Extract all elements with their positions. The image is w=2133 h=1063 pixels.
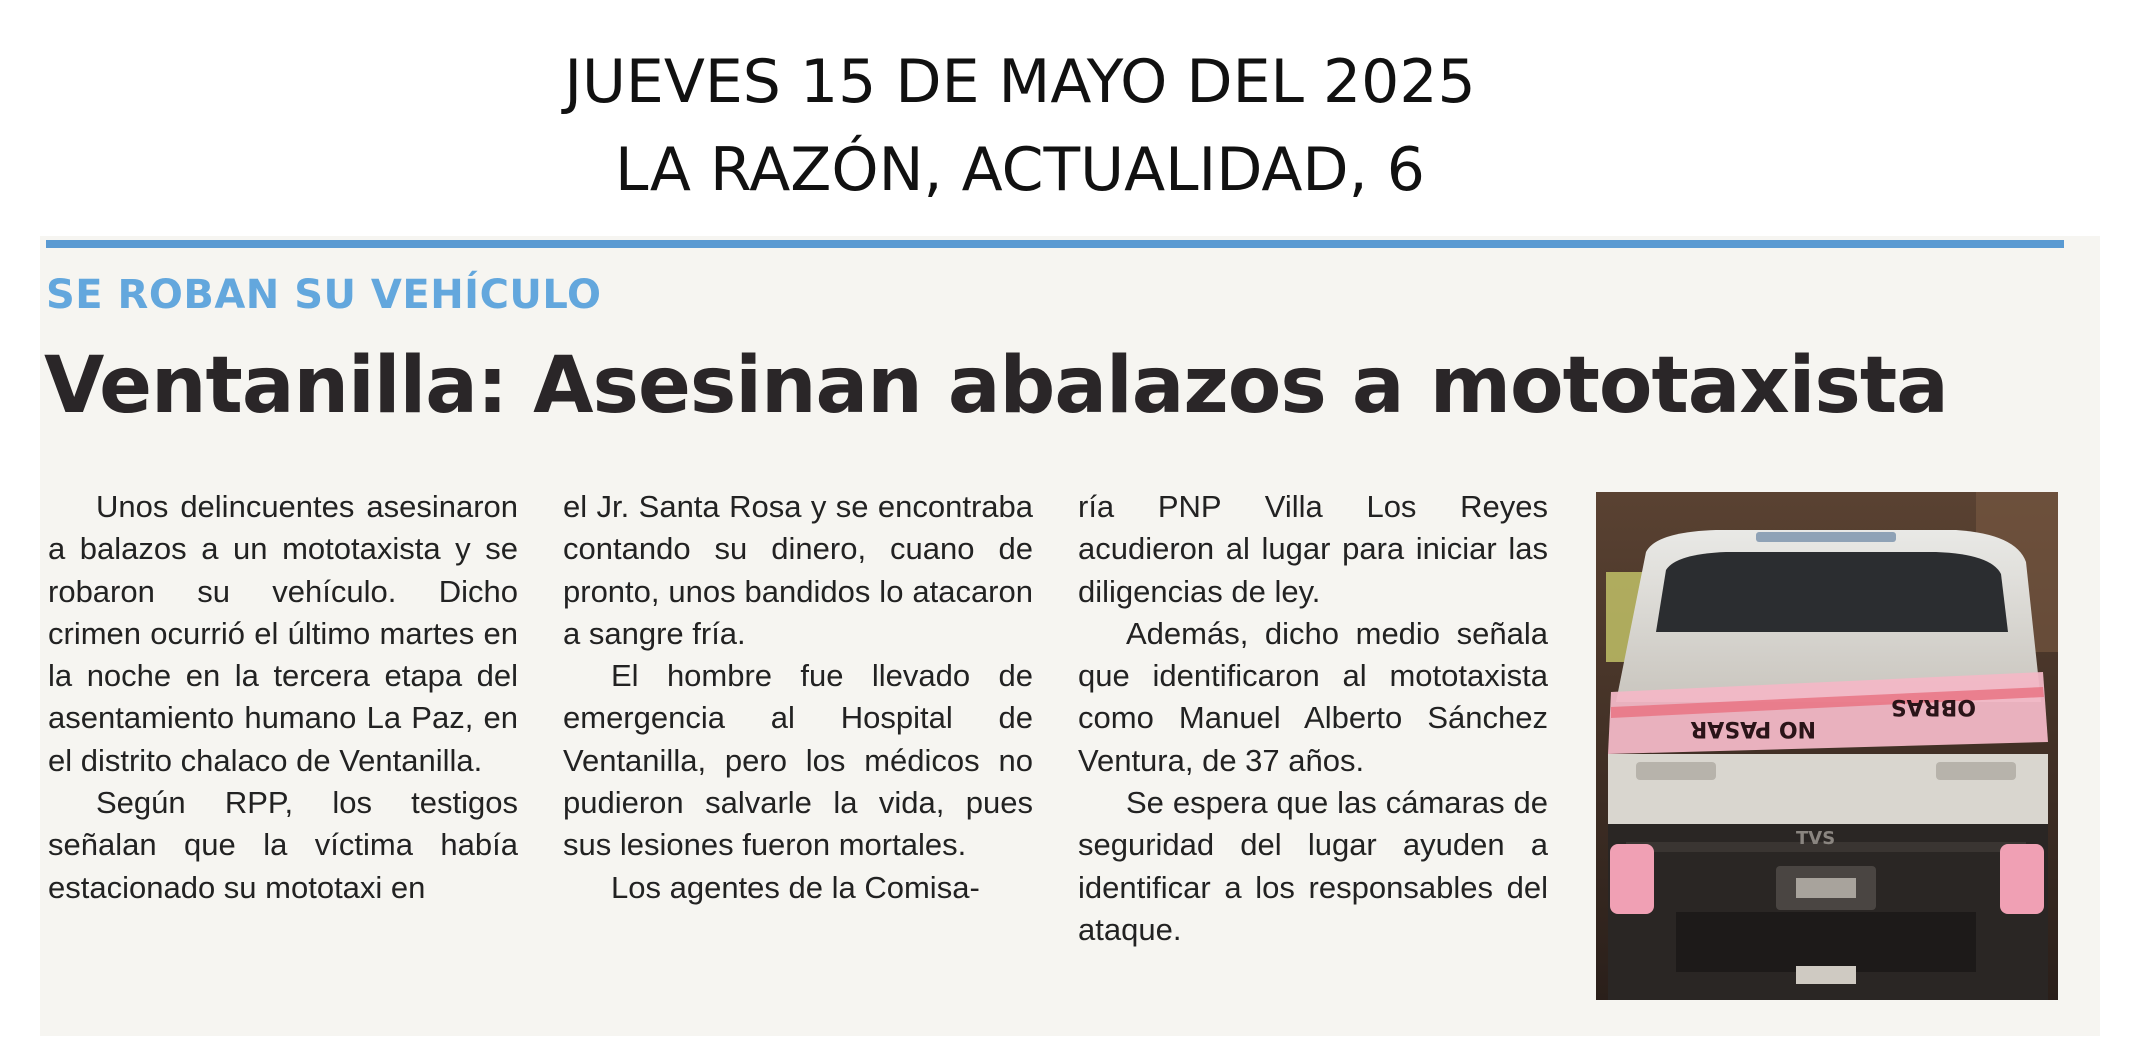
paragraph: Según RPP, los testigos señalan que la víctima había estacionado su mototaxi en [48,785,518,905]
article-column-1 [48,486,518,909]
paragraph: Además, dicho medio señala que identificaron al mototaxista como Manuel Alberto Sánchez Ventura, de 37 años. [1078,615,1548,778]
paragraph: Se espera que las cámaras de seguridad del lugar ayuden a identificar a los responsables del ataque. [1078,785,1548,947]
tape-text: OBRAS [1890,694,1976,719]
paragraph: ría PNP Villa Los Reyes acudieron al lugar para iniciar las diligencias de ley. [1078,489,1548,609]
article-headline: Ventanilla: Asesinan abalazos a mototaxista [44,341,1948,431]
article-column-2 [563,486,1033,909]
source-line: LA RAZÓN, ACTUALIDAD, 6 [615,135,1425,205]
article-column-3 [1078,486,1548,951]
plate-text: TVS [1796,828,1836,849]
article-kicker: SE ROBAN SU VEHÍCULO [46,272,602,318]
document-header [0,38,2040,214]
paragraph: Unos delincuentes asesinaron a balazos a un mototaxista y se robaron su vehículo. Dicho crimen ocurrió el último martes en la noche en la tercera etapa del asentamiento humano La Paz, en el distrito chalaco de Ventanilla. [48,489,518,778]
article-photo [1596,492,2058,1000]
paragraph: Los agentes de la Comisa- [611,869,980,905]
top-rule [46,240,2064,248]
paragraph: El hombre fue llevado de emergencia al Hospital de Ventanilla, pero los médicos no pudieron salvarle la vida, pues sus lesiones fueron mortales. [563,658,1033,863]
date-line: JUEVES 15 DE MAYO DEL 2025 [564,47,1476,117]
paragraph: el Jr. Santa Rosa y se encontraba contando su dinero, cuano de pronto, unos bandidos lo atacaron a sangre fría. [563,489,1033,651]
tape-text: NO PASAR [1690,716,1816,741]
